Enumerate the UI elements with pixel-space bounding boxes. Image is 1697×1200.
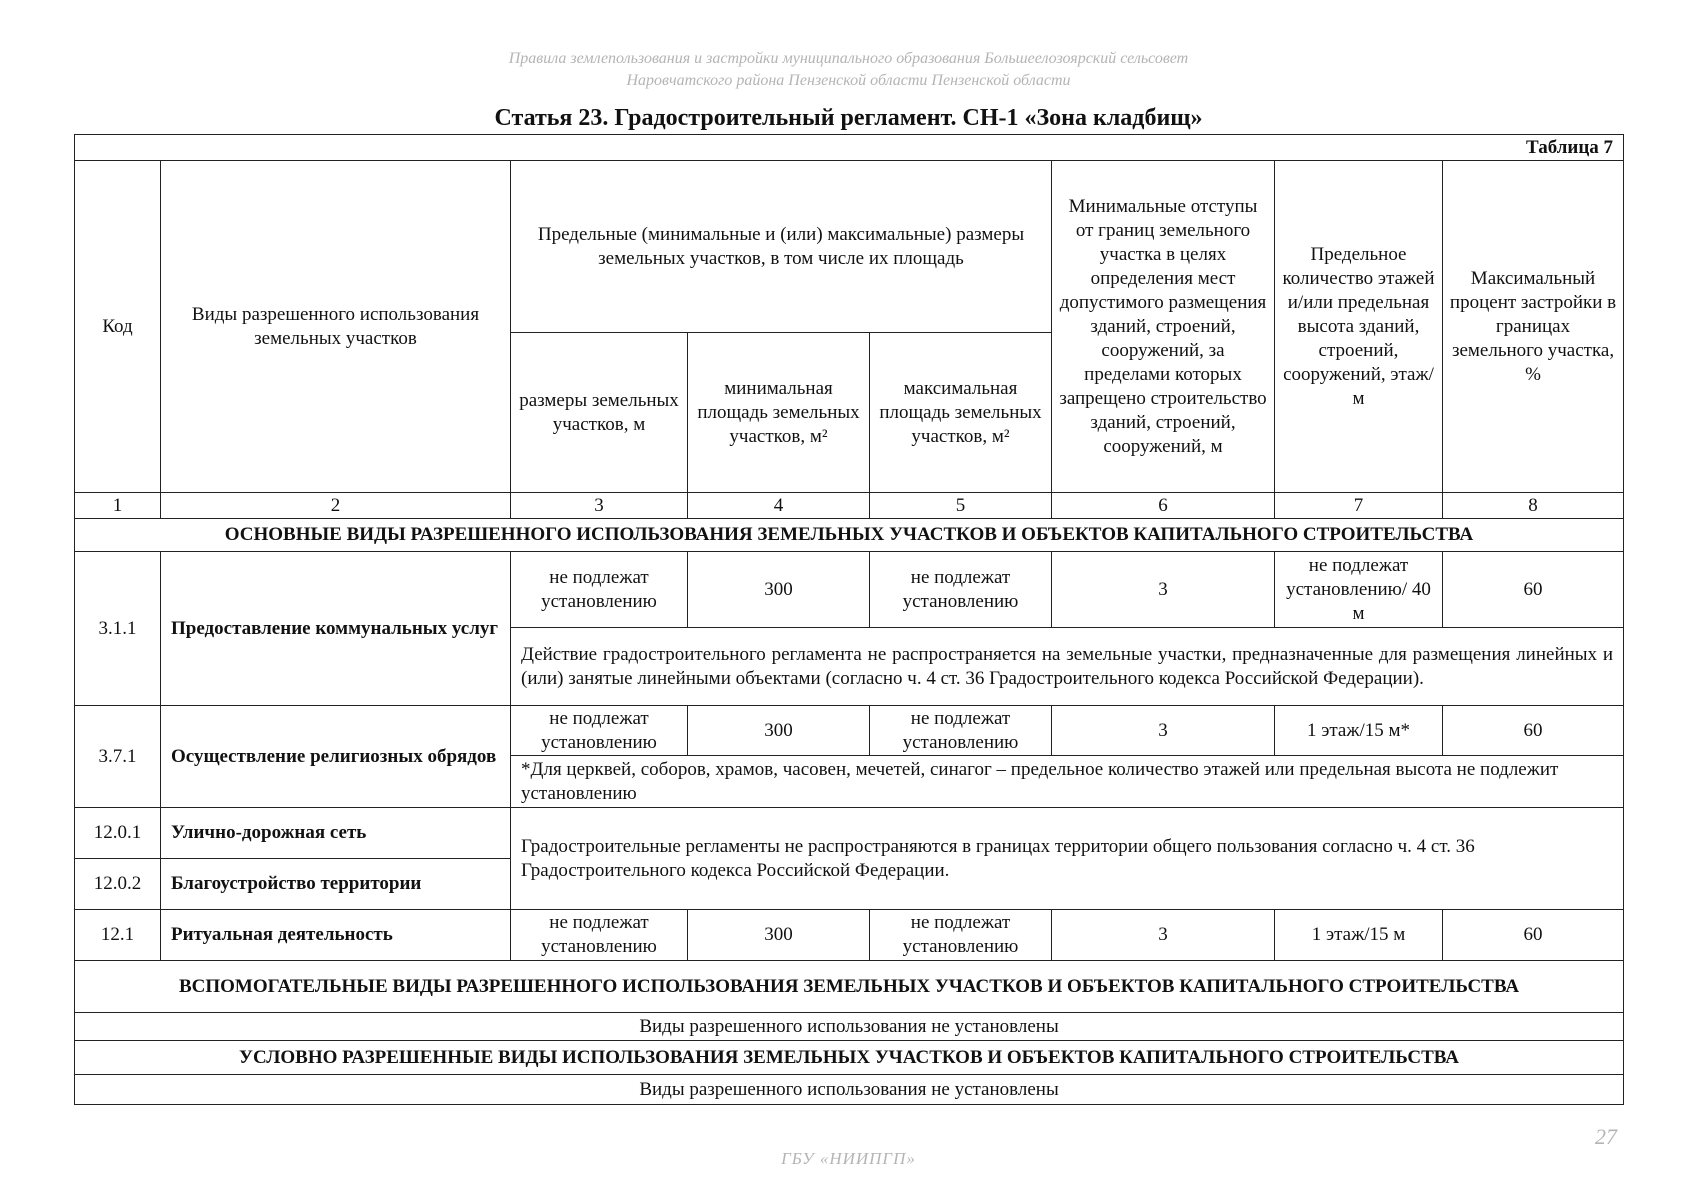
column-number: 2 <box>161 493 511 519</box>
cell-coverage: 60 <box>1443 552 1624 628</box>
column-number: 5 <box>870 493 1052 519</box>
aux-note: Виды разрешенного использования не установлены <box>75 1013 1624 1041</box>
table-row <box>75 808 1624 859</box>
row-use-name: Улично-дорожная сеть <box>161 808 511 859</box>
header-limits: Предельные (минимальные и (или) максимальные) размеры земельных участков, в том числе их площадь <box>511 161 1052 333</box>
cell-floors: 1 этаж/15 м <box>1275 910 1443 961</box>
table-number-row <box>75 135 1624 161</box>
header-sizes: размеры земельных участков, м <box>511 333 688 493</box>
column-number: 3 <box>511 493 688 519</box>
regulation-table <box>74 134 1624 1105</box>
row-code: 12.1 <box>75 910 161 961</box>
section-aux-heading: ВСПОМОГАТЕЛЬНЫЕ ВИДЫ РАЗРЕШЕННОГО ИСПОЛЬЗОВАНИЯ ЗЕМЕЛЬНЫХ УЧАСТКОВ И ОБЪЕКТОВ КАПИТАЛЬНОГО СТРОИТЕЛЬСТВА <box>75 961 1624 1013</box>
section-main-row <box>75 519 1624 552</box>
header-setbacks: Минимальные отступы от границ земельного участка в целях определения мест допустимого размещения зданий, строений, сооружений, за пределами которых запрещено строительство зданий, строений, сооружений, м <box>1052 161 1275 493</box>
header-floors: Предельное количество этажей и/или предельная высота зданий, строений, сооружений, этаж/м <box>1275 161 1443 493</box>
row-note: Действие градостроительного регламента не распространяется на земельные участки, предназначенные для размещения линейных и (или) занятые линейными объектами (согласно ч. 4 ст. 36 Градостроительного кодекса Российской Федерации). <box>511 628 1624 706</box>
cond-note-row <box>75 1075 1624 1105</box>
section-cond-row <box>75 1041 1624 1075</box>
row-note: Градостроительные регламенты не распространяются в границах территории общего пользования согласно ч. 4 ст. 36 Градостроительного кодекса Российской Федерации. <box>511 808 1624 910</box>
cell-size: не подлежат установлению <box>511 552 688 628</box>
cell-setback: 3 <box>1052 552 1275 628</box>
cell-max-area: не подлежат установлению <box>870 552 1052 628</box>
aux-note-row <box>75 1013 1624 1041</box>
cell-size: не подлежат установлению <box>511 706 688 756</box>
header-coverage: Максимальный процент застройки в границах земельного участка, % <box>1443 161 1624 493</box>
cond-note: Виды разрешенного использования не установлены <box>75 1075 1624 1105</box>
column-number: 6 <box>1052 493 1275 519</box>
table-row <box>75 910 1624 961</box>
cell-max-area: не подлежат установлению <box>870 910 1052 961</box>
section-main-heading: ОСНОВНЫЕ ВИДЫ РАЗРЕШЕННОГО ИСПОЛЬЗОВАНИЯ ЗЕМЕЛЬНЫХ УЧАСТКОВ И ОБЪЕКТОВ КАПИТАЛЬНОГО СТРОИТЕЛЬСТВА <box>75 519 1624 552</box>
column-number-row <box>75 493 1624 519</box>
section-cond-heading: УСЛОВНО РАЗРЕШЕННЫЕ ВИДЫ ИСПОЛЬЗОВАНИЯ ЗЕМЕЛЬНЫХ УЧАСТКОВ И ОБЪЕКТОВ КАПИТАЛЬНОГО СТРОИТЕЛЬСТВА <box>75 1041 1624 1075</box>
running-header-line-1: Правила землепользования и застройки муниципального образования Большеелозоярский сельсовет <box>508 50 1189 67</box>
header-row-1 <box>75 161 1624 333</box>
row-use-name: Благоустройство территории <box>161 859 511 910</box>
row-code: 12.0.2 <box>75 859 161 910</box>
row-code: 3.7.1 <box>75 706 161 808</box>
article-title: Статья 23. Градостроительный регламент. СН-1 «Зона кладбищ» <box>494 105 1203 131</box>
cell-setback: 3 <box>1052 706 1275 756</box>
column-number: 7 <box>1275 493 1443 519</box>
cell-size: не подлежат установлению <box>511 910 688 961</box>
cell-floors: 1 этаж/15 м* <box>1275 706 1443 756</box>
row-note: *Для церквей, соборов, храмов, часовен, мечетей, синагог – предельное количество этажей или предельная высота не подлежит установлению <box>511 756 1624 808</box>
row-use-name: Осуществление религиозных обрядов <box>161 706 511 808</box>
header-max-area: максимальная площадь земельных участков, м² <box>870 333 1052 493</box>
running-header-line-2: Наровчатского района Пензенской области Пензенской области <box>626 72 1071 89</box>
page-number: 27 <box>1595 1124 1617 1149</box>
cell-min-area: 300 <box>688 910 870 961</box>
cell-min-area: 300 <box>688 706 870 756</box>
column-number: 8 <box>1443 493 1624 519</box>
row-code: 3.1.1 <box>75 552 161 706</box>
footer-organization: ГБУ «НИИПГП» <box>781 1149 916 1168</box>
header-min-area: минимальная площадь земельных участков, м² <box>688 333 870 493</box>
row-use-name: Ритуальная деятельность <box>161 910 511 961</box>
row-code: 12.0.1 <box>75 808 161 859</box>
table-row <box>75 706 1624 756</box>
row-use-name: Предоставление коммунальных услуг <box>161 552 511 706</box>
cell-setback: 3 <box>1052 910 1275 961</box>
cell-coverage: 60 <box>1443 910 1624 961</box>
section-aux-row <box>75 961 1624 1013</box>
cell-max-area: не подлежат установлению <box>870 706 1052 756</box>
table-row <box>75 552 1624 628</box>
cell-floors: не подлежат установлению/ 40 м <box>1275 552 1443 628</box>
column-number: 4 <box>688 493 870 519</box>
column-number: 1 <box>75 493 161 519</box>
cell-min-area: 300 <box>688 552 870 628</box>
table-number <box>75 135 1624 161</box>
header-uses: Виды разрешенного использования земельных участков <box>161 161 511 493</box>
table-number-label: Таблица 7 <box>1526 136 1614 158</box>
cell-coverage: 60 <box>1443 706 1624 756</box>
header-code: Код <box>75 161 161 493</box>
